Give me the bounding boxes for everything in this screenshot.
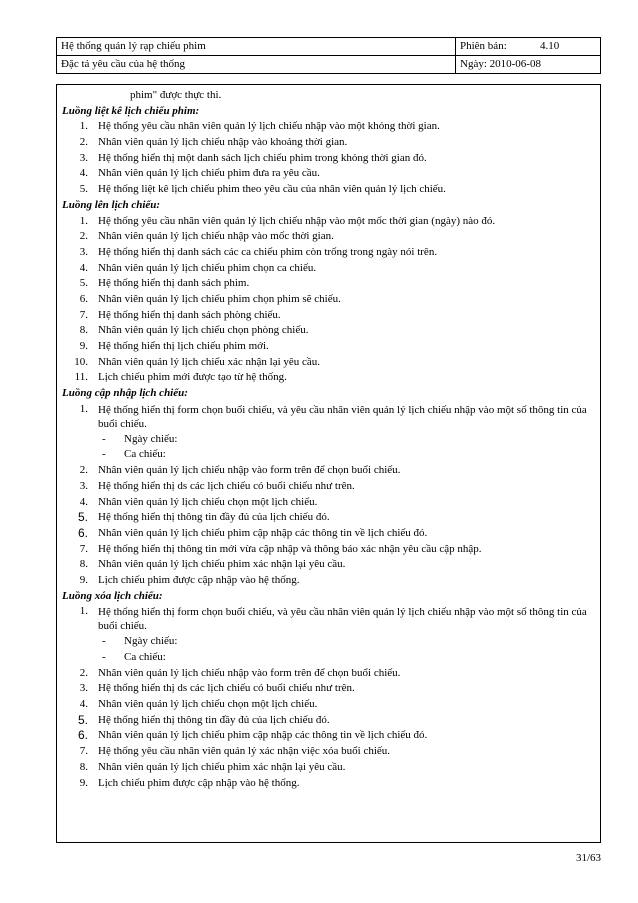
list-item: 7. Hệ thống yêu cầu nhân viên quản lý xác nhận việc xóa buổi chiếu.: [79, 745, 391, 758]
section-title: Luồng cập nhập lịch chiếu:: [62, 387, 188, 400]
date-cell: [456, 56, 601, 74]
section-title: Luồng liệt kê lịch chiếu phim:: [62, 104, 200, 117]
list-item: 6. Nhân viên quản lý lịch chiếu phim cập nhập các thông tin về lịch chiếu đó.: [77, 728, 428, 743]
list-item: 6. Nhân viên quản lý lịch chiếu phim chọn phim sẽ chiếu.: [79, 292, 341, 305]
list-item: 5. Hệ thống hiển thị danh sách phim.: [79, 277, 250, 290]
list-item: 1. Hệ thống yêu cầu nhân viên quản lý lịch chiếu nhập vào một mốc thời gian (ngày) nào đó.: [79, 214, 496, 227]
list-item: 3. Hệ thống hiển thị danh sách các ca chiếu phim còn trống trong ngày nói trên.: [79, 245, 438, 258]
list-item: 2. Nhân viên quản lý lịch chiếu nhập vào form trên để chọn buổi chiếu.: [79, 666, 401, 679]
list-item: 3. Hệ thống hiển thị một danh sách lịch chiếu phim trong khỏng thời gian đó.: [79, 151, 427, 164]
sub-item: - Ngày chiếu:: [102, 432, 178, 445]
list-item: 4. Nhân viên quản lý lịch chiếu phim đưa ra yêu cầu.: [79, 167, 320, 180]
list-item: 2. Nhân viên quản lý lịch chiếu nhập vào form trên để chọn buổi chiếu.: [79, 464, 401, 477]
list-item: 7. Hệ thống hiển thị thông tin mới vừa cập nhập và thông báo xác nhận yêu cầu cập nhập.: [79, 542, 482, 555]
list-item: 3. Hệ thống hiển thị ds các lịch chiếu có buổi chiếu như trên.: [79, 479, 355, 492]
section-title: Luồng xóa lịch chiếu:: [62, 589, 163, 602]
list-item: 11. Lịch chiếu phim mới được tạo từ hệ thống.: [74, 371, 287, 384]
list-item: 2. Nhân viên quản lý lịch chiếu nhập vào khoảng thời gian.: [79, 136, 348, 149]
list-item: 1. Hệ thống hiển thị form chọn buổi chiếu, và yêu cầu nhân viên quản lý lịch chiếu nhập vào một số thông tin của buổi chiếu.: [79, 605, 587, 633]
date-value: 2010-06-08: [489, 58, 541, 70]
sub-item: - Ca chiếu:: [102, 448, 166, 461]
section-title: Luồng lên lịch chiếu:: [62, 198, 161, 211]
list-item: 7. Hệ thống hiển thị danh sách phòng chiếu.: [79, 308, 281, 321]
list-item: 9. Lịch chiếu phim được cập nhập vào hệ thống.: [79, 776, 300, 789]
document-body: [62, 88, 598, 791]
list-item: 4. Nhân viên quản lý lịch chiếu chọn một lịch chiếu.: [79, 495, 318, 508]
header-table: [56, 37, 601, 74]
list-item: 4. Nhân viên quản lý lịch chiếu phim chọn ca chiếu.: [79, 261, 317, 274]
list-item: 9. Hệ thống hiển thị lịch chiếu phim mới.: [79, 340, 269, 352]
page-number: 31/63: [575, 852, 601, 864]
list-item: 1. Hệ thống hiển thị form chọn buổi chiếu, và yêu cầu nhân viên quản lý lịch chiếu nhập vào một số thông tin của buổi chiếu.: [79, 402, 587, 430]
list-item: 2. Nhân viên quản lý lịch chiếu nhập vào mốc thời gian.: [79, 230, 334, 243]
list-item: 4. Nhân viên quản lý lịch chiếu chọn một lịch chiếu.: [79, 698, 318, 711]
sub-item: - Ca chiếu:: [102, 651, 166, 663]
continuation-line: phim" được thực thi.: [130, 89, 222, 101]
list-item: 10. Nhân viên quản lý lịch chiếu xác nhận lại yêu cầu.: [74, 355, 321, 368]
list-item: 8. Nhân viên quản lý lịch chiếu phim xác nhận lại yêu cầu.: [79, 760, 346, 773]
list-item: 5. Hệ thống liệt kê lịch chiếu phim theo yêu cầu của nhân viên quản lý lịch chiếu.: [79, 183, 446, 196]
sub-item: - Ngày chiếu:: [102, 635, 178, 648]
version-cell: [456, 38, 601, 56]
version-value: 4.10: [540, 40, 560, 52]
version-label: Phiên bản:: [460, 40, 507, 52]
list-item: 5. Hệ thống hiển thị thông tin đầy đủ của lịch chiếu đó.: [77, 510, 330, 525]
list-item: 3. Hệ thống hiển thị ds các lịch chiếu có buổi chiếu như trên.: [79, 682, 355, 695]
list-item: 8. Nhân viên quản lý lịch chiếu phim xác nhận lại yêu cầu.: [79, 558, 346, 571]
list-item: 9. Lịch chiếu phim được cập nhập vào hệ thống.: [79, 573, 300, 586]
list-item: 1. Hệ thống yêu cầu nhân viên quản lý lịch chiếu nhập vào một khỏng thời gian.: [79, 120, 440, 133]
list-item: 6. Nhân viên quản lý lịch chiếu phim cập nhập các thông tin về lịch chiếu đó.: [77, 525, 428, 540]
list-item: 5. Hệ thống hiển thị thông tin đầy đủ của lịch chiếu đó.: [77, 712, 330, 727]
document-title: Đặc tả yêu cầu của hệ thống: [57, 56, 456, 74]
date-label: Ngày:: [460, 58, 487, 70]
system-name: Hệ thống quản lý rạp chiếu phim: [57, 38, 456, 56]
list-item: 8. Nhân viên quản lý lịch chiếu chọn phòng chiếu.: [79, 324, 309, 337]
